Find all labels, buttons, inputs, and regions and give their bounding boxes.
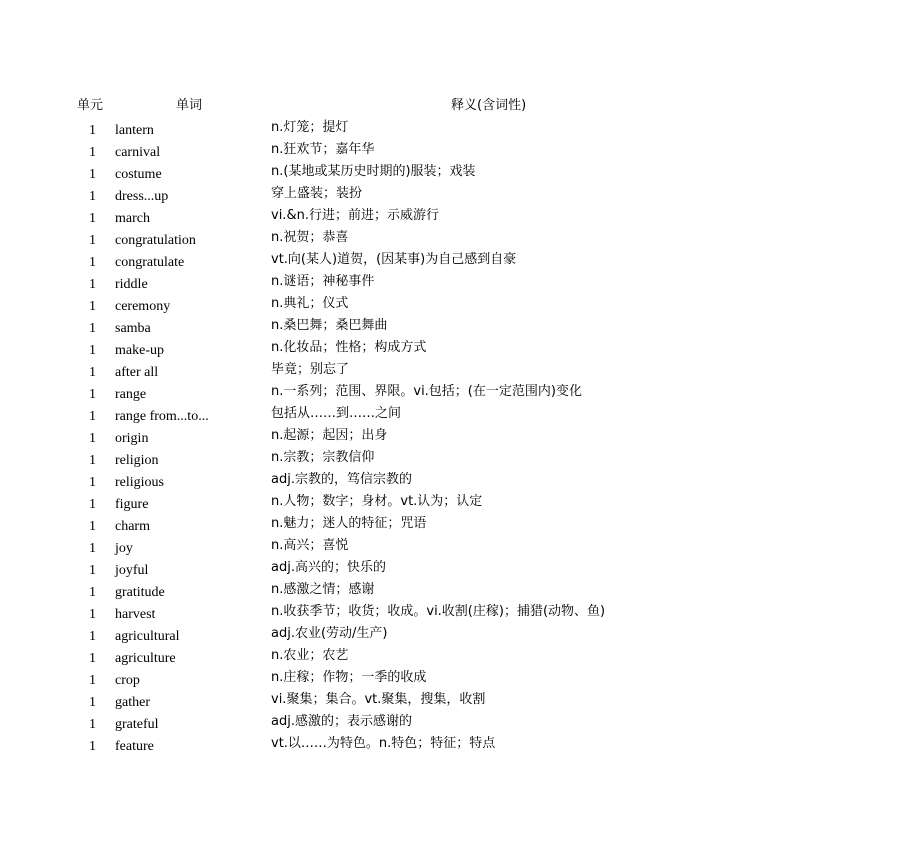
unit-cell: 1 [89,629,96,644]
word-cell: riddle [115,277,148,292]
unit-cell: 1 [89,365,96,380]
definition-cell: n.狂欢节；嘉年华 [271,142,375,157]
table-row [0,734,919,756]
table-row [0,514,919,536]
definition-cell: vi.聚集；集合。vt.聚集，搜集，收割 [271,692,486,707]
word-cell: joy [115,541,133,556]
unit-cell: 1 [89,541,96,556]
word-cell: religion [115,453,159,468]
table-row [0,668,919,690]
unit-cell: 1 [89,607,96,622]
table-row [0,338,919,360]
table-header [0,96,919,116]
table-row [0,118,919,140]
word-cell: gather [115,695,150,710]
word-cell: congratulate [115,255,185,270]
unit-cell: 1 [89,475,96,490]
table-row [0,382,919,404]
unit-cell: 1 [89,453,96,468]
definition-cell: n.魅力；迷人的特征；咒语 [271,516,427,531]
unit-cell: 1 [89,695,96,710]
table-row [0,470,919,492]
word-cell: religious [115,475,164,490]
word-cell: agriculture [115,651,176,666]
word-cell: congratulation [115,233,196,248]
unit-cell: 1 [89,321,96,336]
word-cell: dress...up [115,189,169,204]
word-cell: agricultural [115,629,180,644]
word-cell: samba [115,321,151,336]
header-unit: 单元 [77,98,104,113]
word-cell: ceremony [115,299,171,314]
unit-cell: 1 [89,717,96,732]
table-row [0,558,919,580]
word-cell: feature [115,739,154,754]
word-cell: lantern [115,123,154,138]
header-definition: 释义(含词性) [451,98,527,113]
definition-cell: vt.向(某人)道贺，(因某事)为自己感到自豪 [271,252,517,267]
table-row [0,536,919,558]
table-row [0,250,919,272]
unit-cell: 1 [89,299,96,314]
table-row [0,404,919,426]
definition-cell: 包括从……到……之间 [271,406,402,421]
word-cell: carnival [115,145,161,160]
definition-cell: n.高兴；喜悦 [271,538,349,553]
table-row [0,140,919,162]
definition-cell: n.(某地或某历史时期的)服装；戏装 [271,164,476,179]
definition-cell: n.典礼；仪式 [271,296,349,311]
definition-cell: n.灯笼；提灯 [271,120,349,135]
table-row [0,184,919,206]
table-row [0,646,919,668]
unit-cell: 1 [89,123,96,138]
definition-cell: n.化妆品；性格；构成方式 [271,340,427,355]
table-row [0,690,919,712]
unit-cell: 1 [89,651,96,666]
definition-cell: vt.以……为特色。n.特色；特征；特点 [271,736,496,751]
word-cell: grateful [115,717,159,732]
definition-cell: adj.宗教的，笃信宗教的 [271,472,412,487]
table-row [0,294,919,316]
table-row [0,712,919,734]
word-cell: range from...to... [115,409,209,424]
table-row [0,492,919,514]
unit-cell: 1 [89,167,96,182]
definition-cell: adj.感激的；表示感谢的 [271,714,412,729]
unit-cell: 1 [89,255,96,270]
unit-cell: 1 [89,519,96,534]
unit-cell: 1 [89,343,96,358]
unit-cell: 1 [89,145,96,160]
word-cell: charm [115,519,150,534]
table-row [0,426,919,448]
definition-cell: n.农业；农艺 [271,648,349,663]
word-cell: origin [115,431,149,446]
definition-cell: n.谜语；神秘事件 [271,274,375,289]
definition-cell: n.感激之情；感谢 [271,582,375,597]
vocabulary-table [0,118,919,756]
definition-cell: adj.高兴的；快乐的 [271,560,386,575]
table-row [0,602,919,624]
unit-cell: 1 [89,673,96,688]
unit-cell: 1 [89,431,96,446]
definition-cell: adj.农业(劳动/生产) [271,626,388,641]
header-word: 单词 [176,98,203,113]
table-row [0,316,919,338]
unit-cell: 1 [89,739,96,754]
definition-cell: n.桑巴舞；桑巴舞曲 [271,318,388,333]
definition-cell: n.宗教；宗教信仰 [271,450,375,465]
unit-cell: 1 [89,497,96,512]
word-cell: joyful [115,563,149,578]
table-row [0,448,919,470]
word-cell: costume [115,167,162,182]
definition-cell: n.庄稼；作物；一季的收成 [271,670,427,685]
definition-cell: n.收获季节；收货；收成。vi.收割(庄稼)；捕猎(动物、鱼) [271,604,606,619]
unit-cell: 1 [89,211,96,226]
table-row [0,206,919,228]
unit-cell: 1 [89,233,96,248]
unit-cell: 1 [89,409,96,424]
definition-cell: n.人物；数字；身材。vt.认为；认定 [271,494,483,509]
table-row [0,272,919,294]
unit-cell: 1 [89,277,96,292]
table-row [0,162,919,184]
word-cell: gratitude [115,585,165,600]
unit-cell: 1 [89,563,96,578]
unit-cell: 1 [89,387,96,402]
table-row [0,580,919,602]
definition-cell: vi.&n.行进；前进；示威游行 [271,208,439,223]
word-cell: after all [115,365,159,380]
definition-cell: n.起源；起因；出身 [271,428,388,443]
definition-cell: n.一系列；范围、界限。vi.包括；(在一定范围内)变化 [271,384,582,399]
table-row [0,624,919,646]
definition-cell: n.祝贺；恭喜 [271,230,349,245]
definition-cell: 毕竟；别忘了 [271,362,350,377]
unit-cell: 1 [89,585,96,600]
table-row [0,360,919,382]
definition-cell: 穿上盛装；装扮 [271,186,363,201]
word-cell: range [115,387,147,402]
table-row [0,228,919,250]
word-cell: harvest [115,607,156,622]
word-cell: crop [115,673,140,688]
word-cell: march [115,211,150,226]
unit-cell: 1 [89,189,96,204]
word-cell: make-up [115,343,164,358]
word-cell: figure [115,497,149,512]
